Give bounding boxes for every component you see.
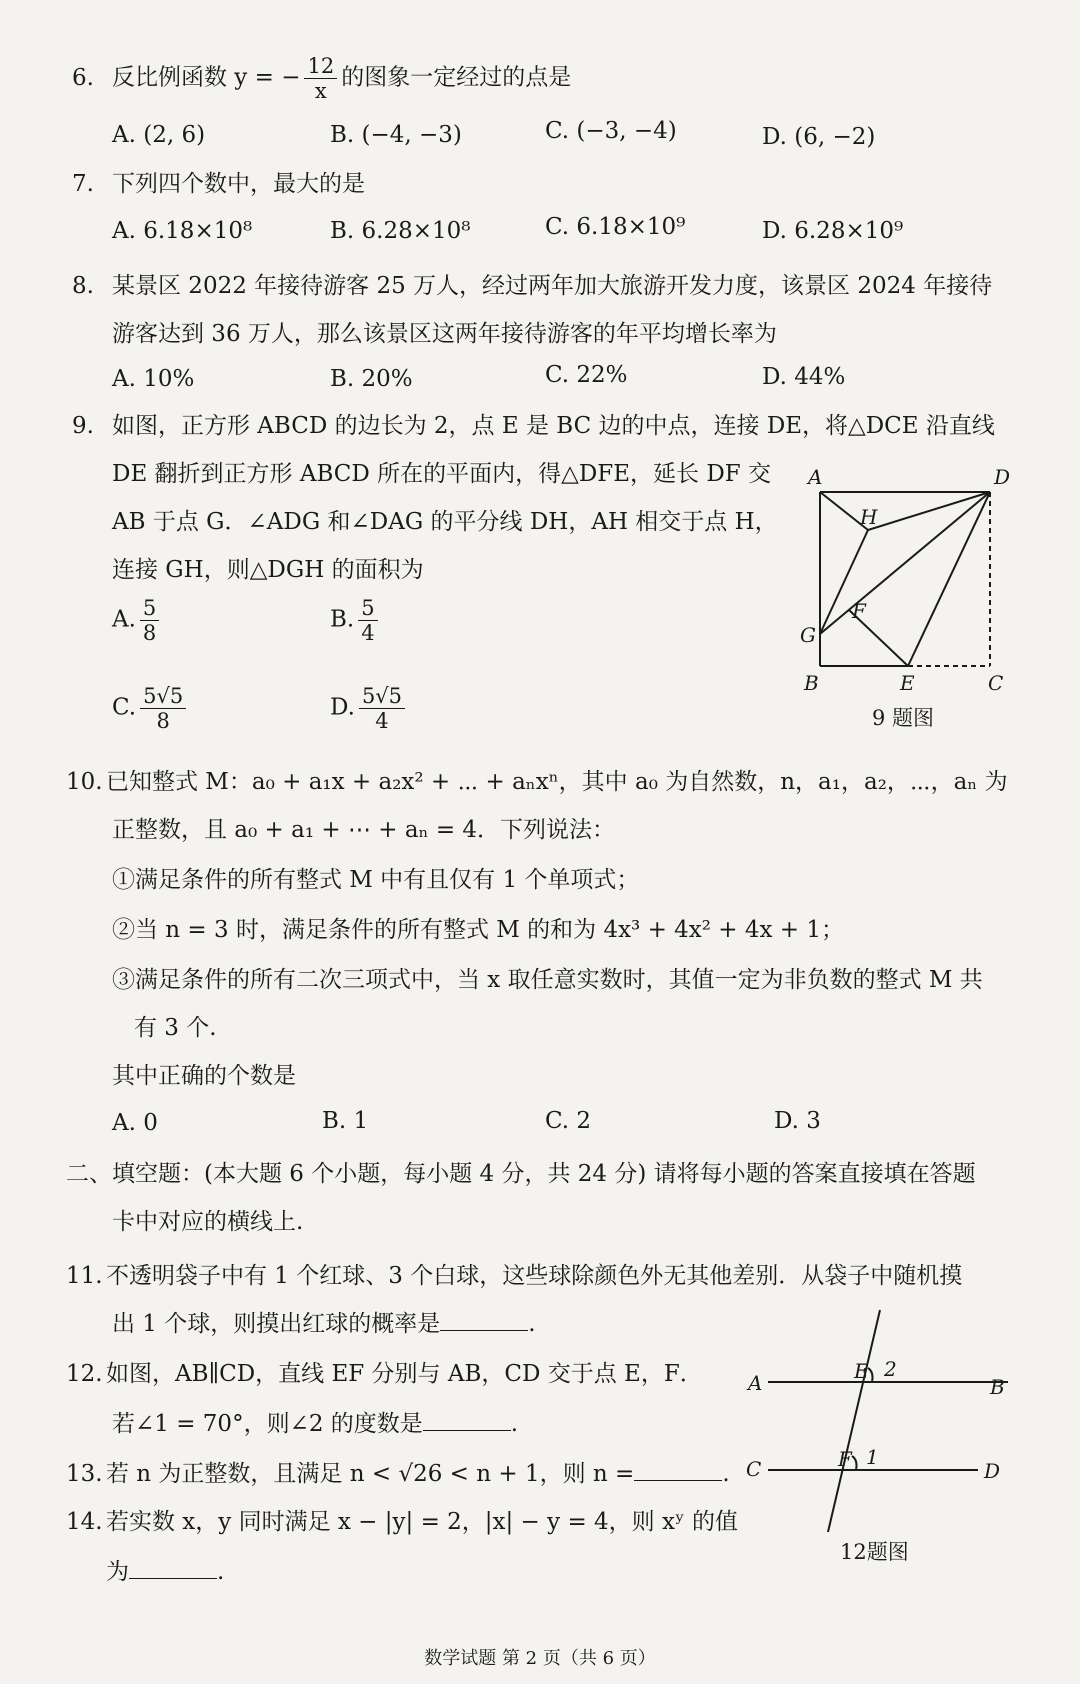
fraction-denominator: x	[314, 79, 327, 103]
option-d	[330, 684, 409, 733]
option-c: C. (−3, −4)	[545, 118, 677, 144]
period: .	[510, 1411, 519, 1437]
label-a: A	[748, 1371, 763, 1395]
question-number: 9.	[72, 413, 94, 439]
answer-blank[interactable]	[423, 1408, 511, 1431]
option-a: A. (2, 6)	[112, 122, 206, 148]
option-c: C. 2	[545, 1108, 592, 1134]
question-stem: 下列四个数中，最大的是	[112, 171, 365, 197]
question-9-line-4: 连接 GH，则△DGH 的面积为	[112, 557, 424, 583]
label-c: C	[746, 1457, 762, 1481]
label-c: C	[988, 671, 1004, 695]
question-8	[72, 270, 992, 302]
period: .	[722, 1461, 730, 1487]
question-10-line-2: 正整数，且 a₀ + a₁ + ⋯ + aₙ = 4．下列说法：	[112, 817, 616, 843]
question-number: 13.	[66, 1461, 103, 1487]
statement-2: ②当 n = 3 时，满足条件的所有整式 M 的和为 4x³ + 4x² + 4x + 1；	[112, 917, 845, 943]
label-angle-2: 2	[884, 1357, 897, 1381]
statement-1: ①满足条件的所有整式 M 中有且仅有 1 个单项式；	[112, 867, 640, 893]
fraction-denominator: 8	[142, 621, 157, 645]
option-b: B. (−4, −3)	[330, 122, 462, 148]
question-13	[66, 1458, 730, 1490]
question-number: 12.	[66, 1361, 103, 1387]
option-a: A. 10%	[112, 366, 195, 392]
question-number: 7.	[72, 171, 94, 197]
question-6	[72, 54, 571, 103]
option-letter: A.	[112, 606, 136, 633]
label-e: E	[900, 671, 915, 695]
question-stem: 如图，正方形 ABCD 的边长为 2，点 E 是 BC 边的中点，连接 DE，将△DCE 沿直线	[112, 413, 995, 439]
fraction-numerator: 5	[358, 596, 377, 621]
section-2-heading: 二、填空题：(本大题 6 个小题，每小题 4 分，共 24 分) 请将每小题的答案直接填在答题	[66, 1161, 976, 1187]
figure-12-diagram	[740, 1300, 1020, 1560]
question-number: 6.	[72, 64, 94, 91]
question-stem: 若 n 为正整数，且满足 n < √26 < n + 1，则 n =	[106, 1461, 635, 1487]
label-h: H	[860, 505, 878, 529]
option-d: D. 44%	[762, 364, 846, 390]
fraction	[140, 596, 159, 645]
fraction	[304, 54, 337, 103]
question-10-ask: 其中正确的个数是	[112, 1063, 296, 1089]
fraction-numerator: 5√5	[359, 684, 405, 709]
statement-3: ③满足条件的所有二次三项式中，当 x 取任意实数时，其值一定为非负数的整式 M 共	[112, 967, 983, 993]
question-stem: 出 1 个球，则摸出红球的概率是	[112, 1311, 441, 1337]
option-c: C. 6.18×10⁹	[545, 214, 686, 240]
fraction-numerator: 12	[304, 54, 337, 79]
fraction-numerator: 5√5	[140, 684, 186, 709]
figure-9-diagram	[790, 462, 1020, 702]
fraction	[140, 684, 186, 733]
question-stem: 如图，AB∥CD，直线 EF 分别与 AB，CD 交于点 E，F．	[106, 1361, 703, 1387]
question-14	[66, 1506, 738, 1538]
label-f: F	[838, 1447, 852, 1471]
question-11	[66, 1260, 962, 1292]
option-letter: C.	[112, 694, 137, 721]
question-stem: 为	[106, 1559, 129, 1585]
question-10	[66, 766, 1008, 798]
option-b: B. 6.28×10⁸	[330, 218, 471, 244]
option-b: B. 20%	[330, 366, 413, 392]
option-c: C. 22%	[545, 362, 628, 388]
answer-blank[interactable]	[440, 1308, 528, 1331]
option-b: B. 1	[322, 1108, 369, 1134]
figure-12-caption: 12题图	[840, 1540, 909, 1564]
question-stem: 若∠1 = 70°，则∠2 的度数是	[112, 1411, 423, 1437]
question-stem: 某景区 2022 年接待游客 25 万人，经过两年加大旅游开发力度，该景区 2024 年接待	[112, 273, 993, 299]
statement-3-cont: 有 3 个.	[134, 1015, 217, 1041]
question-14-line-2	[106, 1556, 224, 1588]
question-stem: 若实数 x，y 同时满足 x − |y| = 2，|x| − y = 4，则 xʸ 的值	[106, 1509, 738, 1535]
period: .	[528, 1311, 536, 1337]
question-9-line-3: AB 于点 G．∠ADG 和∠DAG 的平分线 DH，AH 相交于点 H，	[112, 509, 778, 535]
option-b	[330, 596, 382, 645]
label-d: D	[984, 1459, 1001, 1483]
label-d: D	[994, 465, 1011, 489]
option-a: A. 0	[112, 1110, 158, 1136]
question-12	[66, 1358, 703, 1390]
question-9-line-2: DE 翻折到正方形 ABCD 所在的平面内，得△DFE，延长 DF 交	[112, 461, 772, 487]
option-d: D. (6, −2)	[762, 124, 876, 150]
label-b: B	[990, 1375, 1005, 1399]
option-d: D. 3	[774, 1108, 821, 1134]
fraction-numerator: 5	[140, 596, 159, 621]
question-12-line-2	[112, 1408, 518, 1440]
answer-blank[interactable]	[129, 1556, 217, 1579]
line-ef	[828, 1310, 880, 1532]
option-letter: B.	[330, 606, 355, 633]
question-stem-end: 的图象一定经过的点是	[341, 64, 572, 91]
question-stem: 反比例函数 y = −	[112, 64, 301, 91]
option-a: A. 6.18×10⁸	[112, 218, 253, 244]
label-e: E	[854, 1359, 869, 1383]
label-angle-1: 1	[866, 1445, 879, 1469]
option-a	[112, 596, 163, 645]
label-f: F	[852, 599, 866, 623]
fraction-denominator: 4	[361, 621, 375, 645]
question-stem: 已知整式 M：a₀ + a₁x + a₂x² + ⋯ + aₙxⁿ，其中 a₀ 为自然数，n，a₁，a₂，⋯，aₙ 为	[106, 769, 1008, 795]
option-d: D. 6.28×10⁹	[762, 218, 904, 244]
label-g: G	[800, 623, 816, 647]
fraction-denominator: 8	[156, 709, 170, 733]
segment-de	[908, 492, 990, 666]
question-9	[72, 410, 995, 442]
question-11-line-2	[112, 1308, 536, 1340]
figure-9-caption: 9 题图	[872, 706, 935, 730]
fraction-denominator: 4	[375, 709, 389, 733]
answer-blank[interactable]	[634, 1458, 722, 1481]
question-number: 8.	[72, 273, 94, 299]
fraction	[358, 596, 377, 645]
angle-1-arc	[852, 1456, 857, 1470]
question-stem: 不透明袋子中有 1 个红球、3 个白球，这些球除颜色外无其他差别．从袋子中随机摸	[106, 1263, 963, 1289]
page-footer: 数学试题 第 2 页（共 6 页）	[424, 1648, 656, 1669]
question-number: 11.	[66, 1263, 103, 1289]
segment-dh	[868, 492, 990, 530]
section-2-heading-cont: 卡中对应的横线上.	[112, 1209, 304, 1235]
label-b: B	[804, 671, 819, 695]
question-8-line-2: 游客达到 36 万人，那么该景区这两年接待游客的年平均增长率为	[112, 321, 777, 347]
option-c	[112, 684, 190, 733]
question-7	[72, 168, 365, 200]
question-number: 14.	[66, 1509, 103, 1535]
fraction	[359, 684, 405, 733]
angle-2-arc	[868, 1368, 873, 1382]
period: .	[217, 1559, 225, 1585]
question-number: 10.	[66, 769, 103, 795]
option-letter: D.	[330, 694, 355, 721]
label-a: A	[808, 465, 823, 489]
